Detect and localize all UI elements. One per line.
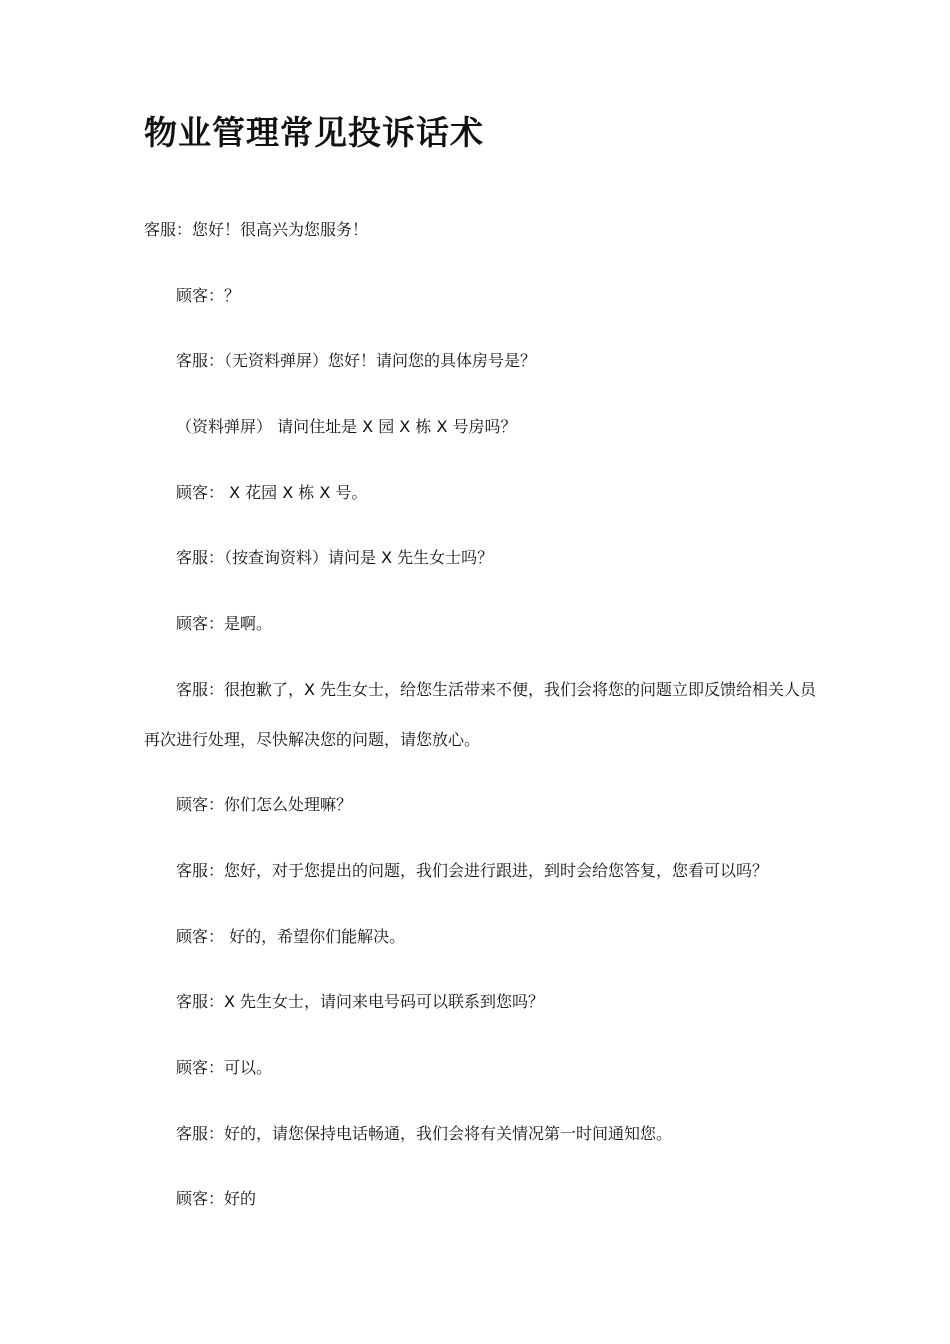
dialogue-line: 顾客：是啊。 bbox=[176, 614, 273, 633]
dialogue-line: （资料弹屏） 请问住址是 X 园 X 栋 X 号房吗？ bbox=[176, 417, 517, 436]
dialogue-line: 客服：（无资料弹屏）您好！请问您的具体房号是？ bbox=[176, 351, 537, 370]
document-title: 物业管理常见投诉话术 bbox=[144, 113, 484, 152]
dialogue-line: 顾客：你们怎么处理嘛？ bbox=[176, 795, 353, 814]
dialogue-line: 客服：很抱歉了，X 先生女士，给您生活带来不便，我们会将您的问题立即反馈给相关人员 bbox=[176, 680, 817, 699]
dialogue-line: 客服：X 先生女士，请问来电号码可以联系到您吗？ bbox=[176, 992, 545, 1011]
dialogue-line: 顾客：？ bbox=[176, 286, 241, 305]
dialogue-line: 顾客： 好的，希望你们能解决。 bbox=[176, 927, 406, 946]
dialogue-line: 顾客： X 花园 X 栋 X 号。 bbox=[176, 483, 368, 502]
dialogue-line: 客服：您好，对于您提出的问题，我们会进行跟进，到时会给您答复，您看可以吗？ bbox=[176, 861, 769, 880]
dialogue-line: 客服：您好！很高兴为您服务！ bbox=[144, 220, 369, 239]
dialogue-line: 客服：好的，请您保持电话畅通，我们会将有关情况第一时间通知您。 bbox=[176, 1124, 673, 1143]
dialogue-line: 顾客：可以。 bbox=[176, 1058, 273, 1077]
dialogue-line-continuation: 再次进行处理，尽快解决您的问题，请您放心。 bbox=[144, 730, 481, 749]
dialogue-line: 客服：（按查询资料）请问是 X 先生女士吗？ bbox=[176, 548, 494, 567]
dialogue-line: 顾客：好的 bbox=[176, 1189, 257, 1208]
